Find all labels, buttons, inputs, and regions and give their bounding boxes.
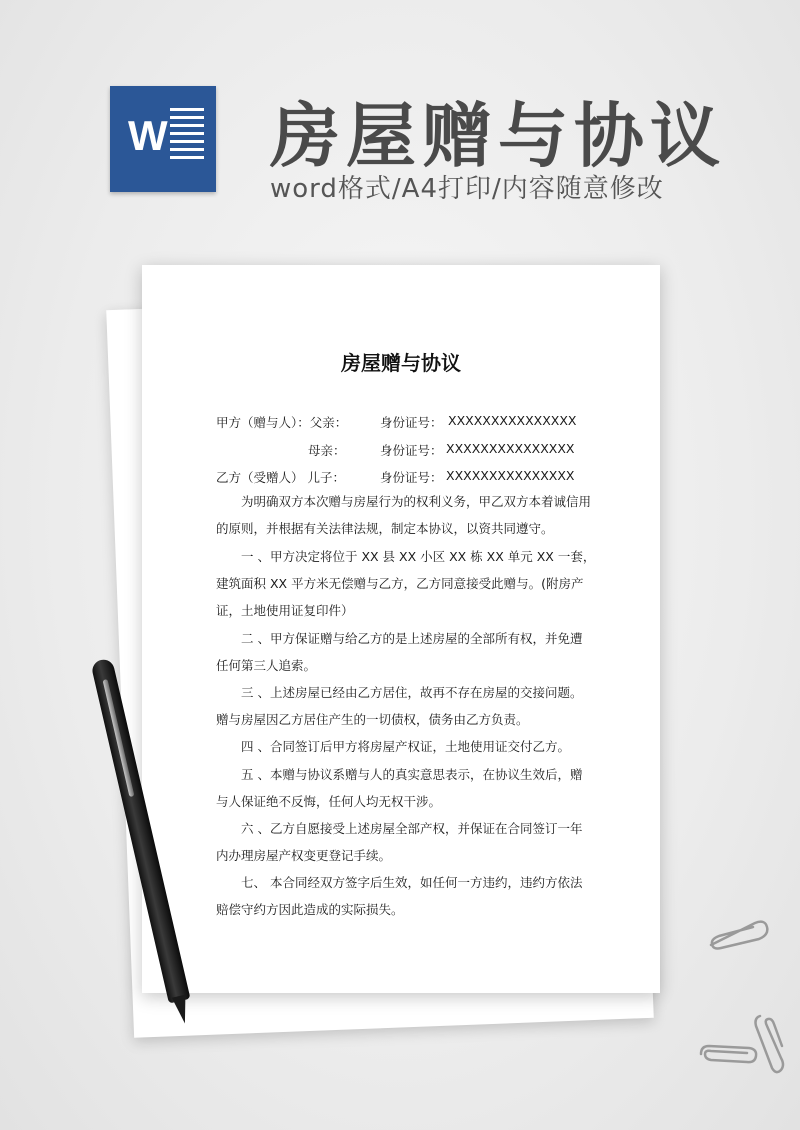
paragraph-line: 内办理房屋产权变更登记手续。 — [216, 848, 392, 863]
paragraph-line: 四 、合同签订后甲方将房屋产权证，土地使用证交付乙方。 — [216, 739, 570, 754]
paragraph-line: 六 、乙方自愿接受上述房屋全部产权，并保证在合同签订一年 — [216, 821, 583, 836]
paperclip-icon — [705, 915, 769, 955]
mother-label: 母亲： — [308, 443, 346, 458]
paragraph-line: 三 、上述房屋已经由乙方居住，故再不存在房屋的交接问题。 — [216, 685, 583, 700]
paperclip-icon — [750, 1012, 786, 1076]
id-label: 身份证号： — [380, 443, 443, 458]
paragraph-line: 与人保证绝不反悔，任何人均无权干涉。 — [216, 794, 442, 809]
id-value: XXXXXXXXXXXXXXX — [448, 413, 577, 428]
id-value: XXXXXXXXXXXXXXX — [446, 468, 575, 483]
paragraph-line: 赠与房屋因乙方居住产生的一切债权，债务由乙方负责。 — [216, 712, 529, 727]
paragraph-line: 二 、甲方保证赠与给乙方的是上述房屋的全部所有权，并免遭 — [216, 631, 583, 646]
document-page — [142, 265, 660, 993]
paragraph-line: 证，土地使用证复印件） — [216, 603, 354, 618]
party-a-label: 甲方（赠与人）：父亲： — [216, 415, 348, 430]
paragraph-line: 赔偿守约方因此造成的实际损失。 — [216, 902, 404, 917]
word-logo-letter: W — [128, 112, 166, 159]
paragraph-line: 为明确双方本次赠与房屋行为的权利义务，甲乙双方本着诚信用 — [216, 494, 592, 509]
id-label: 身份证号： — [380, 415, 443, 430]
id-value: XXXXXXXXXXXXXXX — [446, 441, 575, 456]
word-logo-icon — [110, 86, 216, 192]
party-b-label: 乙方（受赠人） 儿子： — [216, 470, 345, 485]
paragraph-line: 五 、本赠与协议系赠与人的真实意思表示，在协议生效后，赠 — [216, 767, 583, 782]
paragraph-line: 一 、甲方决定将位于 XX 县 XX 小区 XX 栋 XX 单元 XX 一套， — [216, 549, 596, 564]
paragraph-line: 七、 本合同经双方签字后生效，如任何一方违约，违约方依法 — [216, 875, 583, 890]
word-logo-lines — [170, 108, 204, 170]
page-title: 房屋赠与协议 — [270, 95, 726, 177]
document-title: 房屋赠与协议 — [341, 351, 461, 375]
paragraph-line: 建筑面积 XX 平方米无偿赠与乙方，乙方同意接受此赠与。(附房产 — [216, 576, 584, 591]
page-subtitle: word格式/A4打印/内容随意修改 — [270, 174, 664, 204]
id-label: 身份证号： — [380, 470, 443, 485]
paragraph-line: 的原则，并根据有关法律法规，制定本协议，以资共同遵守。 — [216, 521, 554, 536]
paragraph-line: 任何第三人追索。 — [216, 658, 317, 673]
